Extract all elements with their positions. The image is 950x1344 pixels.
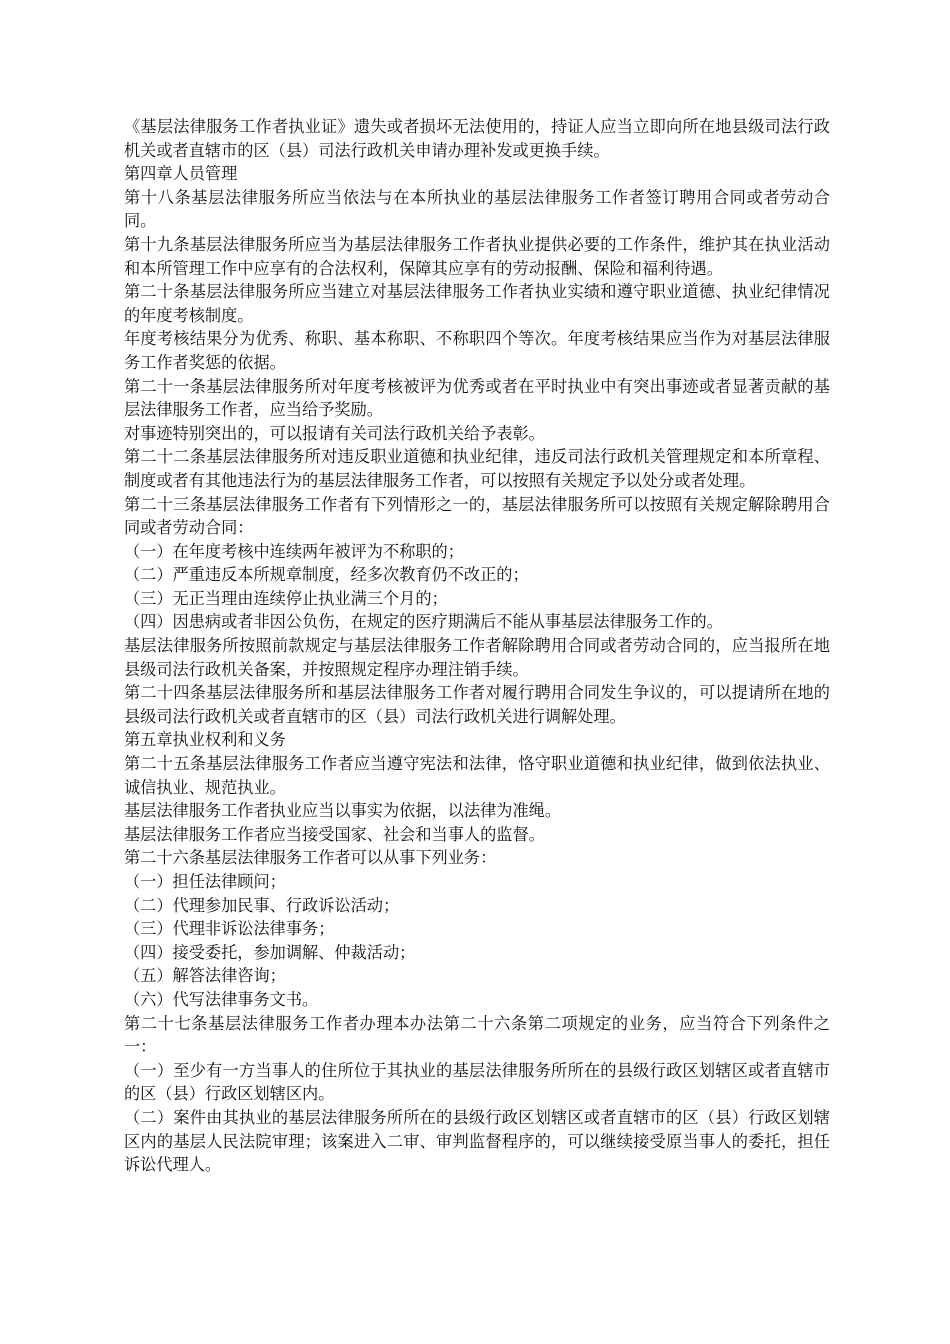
paragraph-lost-certificate: 《基层法律服务工作者执业证》遗失或者损坏无法使用的，持证人应当立即向所在地县级司法行政机关或者直辖市的区（县）司法行政机关申请办理补发或更换手续。 [124, 117, 830, 160]
list-item-26-4: （四）接受委托，参加调解、仲裁活动； [124, 942, 416, 962]
article-25: 第二十五条基层法律服务工作者应当遵守宪法和法律，恪守职业道德和执业纪律，做到依法执业、诚信执业、规范执业。 [124, 754, 830, 797]
article-21: 第二十一条基层法律服务所对年度考核被评为优秀或者在平时执业中有突出事迹或者显著贡献的基层法律服务工作者，应当给予奖励。 [124, 376, 830, 420]
article-22: 第二十二条基层法律服务所对违反职业道德和执业纪律，违反司法行政机关管理规定和本所章程、制度或者有其他违法行为的基层法律服务工作者，可以按照有关规定予以处分或者处理。 [124, 447, 830, 490]
paragraph-annual-assessment: 年度考核结果分为优秀、称职、基本称职、不称职四个等次。年度考核结果应当作为对基层法律服务工作者奖惩的依据。 [124, 329, 830, 372]
article-19: 第十九条基层法律服务所应当为基层法律服务工作者执业提供必要的工作条件，维护其在执业活动和本所管理工作中应享有的合法权利，保障其应享有的劳动报酬、保险和福利待遇。 [124, 234, 830, 278]
paragraph-supervision: 基层法律服务工作者应当接受国家、社会和当事人的监督。 [124, 824, 545, 844]
list-item-27-2: （二）案件由其执业的基层法律服务所所在的县级行政区划辖区或者直辖市的区（县）行政区划辖区内的基层人民法院审理；该案进入二审、审判监督程序的，可以继续接受原当事人的委托，担任诉讼代理人。 [124, 1107, 830, 1175]
chapter-heading-personnel: 第四章人员管理 [124, 164, 238, 184]
list-item-26-3: （三）代理非诉讼法律事务； [124, 919, 335, 939]
list-item-27-1: （一）至少有一方当事人的住所位于其执业的基层法律服务所所在的县级行政区划辖区或者直辖市的区（县）行政区划辖区内。 [124, 1060, 830, 1104]
paragraph-filing: 基层法律服务所按照前款规定与基层法律服务工作者解除聘用合同或者劳动合同的，应当报所在地县级司法行政机关备案，并按照规定程序办理注销手续。 [124, 636, 830, 679]
paragraph-facts-law: 基层法律服务工作者执业应当以事实为依据，以法律为准绳。 [124, 801, 562, 821]
article-23: 第二十三条基层法律服务工作者有下列情形之一的，基层法律服务所可以按照有关规定解除聘用合同或者劳动合同： [124, 494, 830, 538]
article-18: 第十八条基层法律服务所应当依法与在本所执业的基层法律服务工作者签订聘用合同或者劳动合同。 [124, 187, 830, 231]
list-item-23-1: （一）在年度考核中连续两年被评为不称职的； [124, 541, 464, 561]
article-27: 第二十七条基层法律服务工作者办理本办法第二十六条第二项规定的业务，应当符合下列条件之一： [124, 1013, 830, 1057]
list-item-23-4: （四）因患病或者非因公负伤，在规定的医疗期满后不能从事基层法律服务工作的。 [124, 612, 723, 632]
chapter-heading-rights-duties: 第五章执业权利和义务 [124, 730, 286, 750]
article-26: 第二十六条基层法律服务工作者可以从事下列业务： [124, 848, 497, 868]
list-item-26-5: （五）解答法律咨询； [124, 966, 286, 986]
paragraph-commendation: 对事迹特别突出的，可以报请有关司法行政机关给予表彰。 [124, 423, 545, 443]
list-item-23-3: （三）无正当理由连续停止执业满三个月的； [124, 588, 448, 608]
list-item-26-6: （六）代写法律事务文书。 [124, 989, 319, 1009]
document-body [124, 115, 830, 1177]
list-item-23-2: （二）严重违反本所规章制度，经多次教育仍不改正的； [124, 565, 529, 585]
list-item-26-2: （二）代理参加民事、行政诉讼活动； [124, 895, 400, 915]
article-24: 第二十四条基层法律服务所和基层法律服务工作者对履行聘用合同发生争议的，可以提请所在地的县级司法行政机关或者直辖市的区（县）司法行政机关进行调解处理。 [124, 683, 830, 726]
list-item-26-1: （一）担任法律顾问； [124, 872, 286, 891]
article-20: 第二十条基层法律服务所应当建立对基层法律服务工作者执业实绩和遵守职业道德、执业纪律情况的年度考核制度。 [124, 282, 830, 325]
